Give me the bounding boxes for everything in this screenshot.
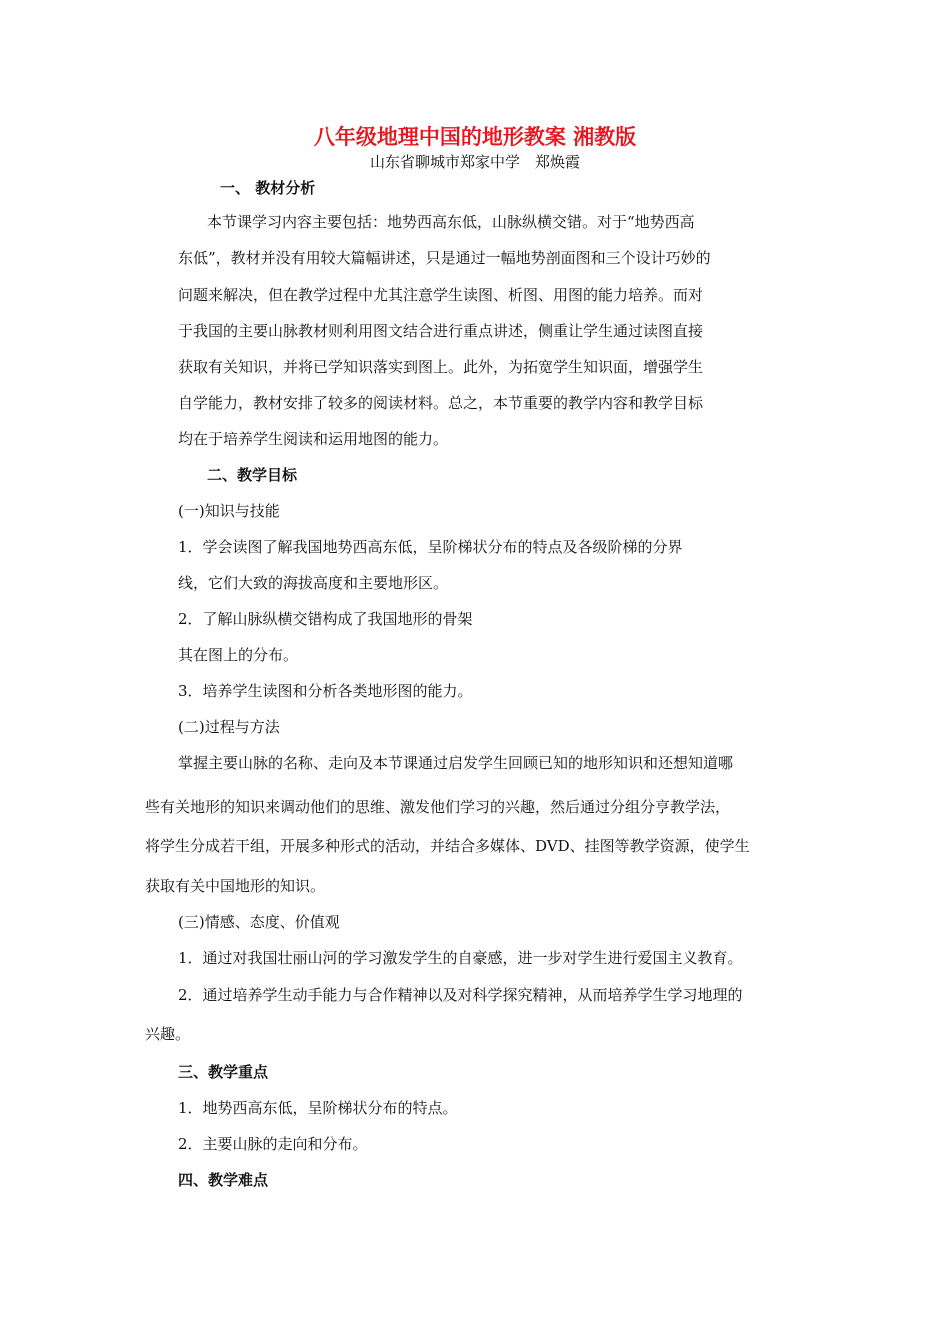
author-line: 山东省聊城市郑家中学 郑焕霞: [369, 153, 580, 171]
list-item: 1．通过对我国壮丽山河的学习激发学生的自豪感，进一步对学生进行爱国主义教育。: [178, 949, 743, 967]
paragraph-line: 将学生分成若干组，开展多种形式的活动，并结合多媒体、DVD、挂图等教学资源，使学生: [145, 837, 750, 855]
list-item: 2．主要山脉的走向和分布。: [178, 1135, 368, 1153]
list-item: 1．地势西高东低，呈阶梯状分布的特点。: [178, 1099, 458, 1117]
list-item: 1．学会读图了解我国地势西高东低，呈阶梯状分布的特点及各级阶梯的分界: [178, 538, 683, 556]
subheading: (一)知识与技能: [178, 502, 280, 520]
list-item: 2．了解山脉纵横交错构成了我国地形的骨架: [178, 610, 473, 628]
section-heading-3: 三、教学重点: [178, 1063, 269, 1081]
paragraph-line: 问题来解决，但在教学过程中尤其注意学生读图、析图、用图的能力培养。而对: [178, 286, 704, 304]
section-heading-4: 四、教学难点: [178, 1171, 269, 1189]
list-item: 其在图上的分布。: [178, 646, 299, 664]
paragraph-line: 掌握主要山脉的名称、走向及本节课通过启发学生回顾已知的地形知识和还想知道哪: [178, 754, 734, 772]
paragraph-line: 均在于培养学生阅读和运用地图的能力。: [178, 430, 449, 448]
paragraph-line: 于我国的主要山脉教材则利用图文结合进行重点讲述，侧重让学生通过读图直接: [178, 322, 704, 340]
subheading: (三)情感、态度、价值观: [178, 913, 340, 931]
list-item: 线，它们大致的海拔高度和主要地形区。: [178, 574, 449, 592]
paragraph-line: 获取有关中国地形的知识。: [145, 877, 326, 895]
paragraph-line: 些有关地形的知识来调动他们的思维、激发他们学习的兴趣，然后通过分组分亨教学法，: [145, 798, 731, 816]
paragraph-line: 本节课学习内容主要包括：地势西高东低，山脉纵横交错。对于“地势西高: [207, 213, 695, 231]
list-item: 兴趣。: [145, 1025, 191, 1043]
section-heading-2: 二、教学目标: [207, 466, 298, 484]
paragraph-line: 自学能力，教材安排了较多的阅读材料。总之，本节重要的教学内容和教学目标: [178, 394, 704, 412]
paragraph-line: 获取有关知识，并将已学知识落实到图上。此外，为拓宽学生知识面，增强学生: [178, 358, 704, 376]
list-item: 2．通过培养学生动手能力与合作精神以及对科学探究精神，从而培养学生学习地理的: [178, 986, 743, 1004]
paragraph-line: 东低”，教材并没有用较大篇幅讲述，只是通过一幅地势剖面图和三个设计巧妙的: [178, 249, 711, 267]
section-heading-1: 一、 教材分析: [220, 179, 316, 197]
document-title: 八年级地理中国的地形教案 湘教版: [313, 125, 637, 149]
list-item: 3．培养学生读图和分析各类地形图的能力。: [178, 682, 473, 700]
subheading: (二)过程与方法: [178, 718, 280, 736]
